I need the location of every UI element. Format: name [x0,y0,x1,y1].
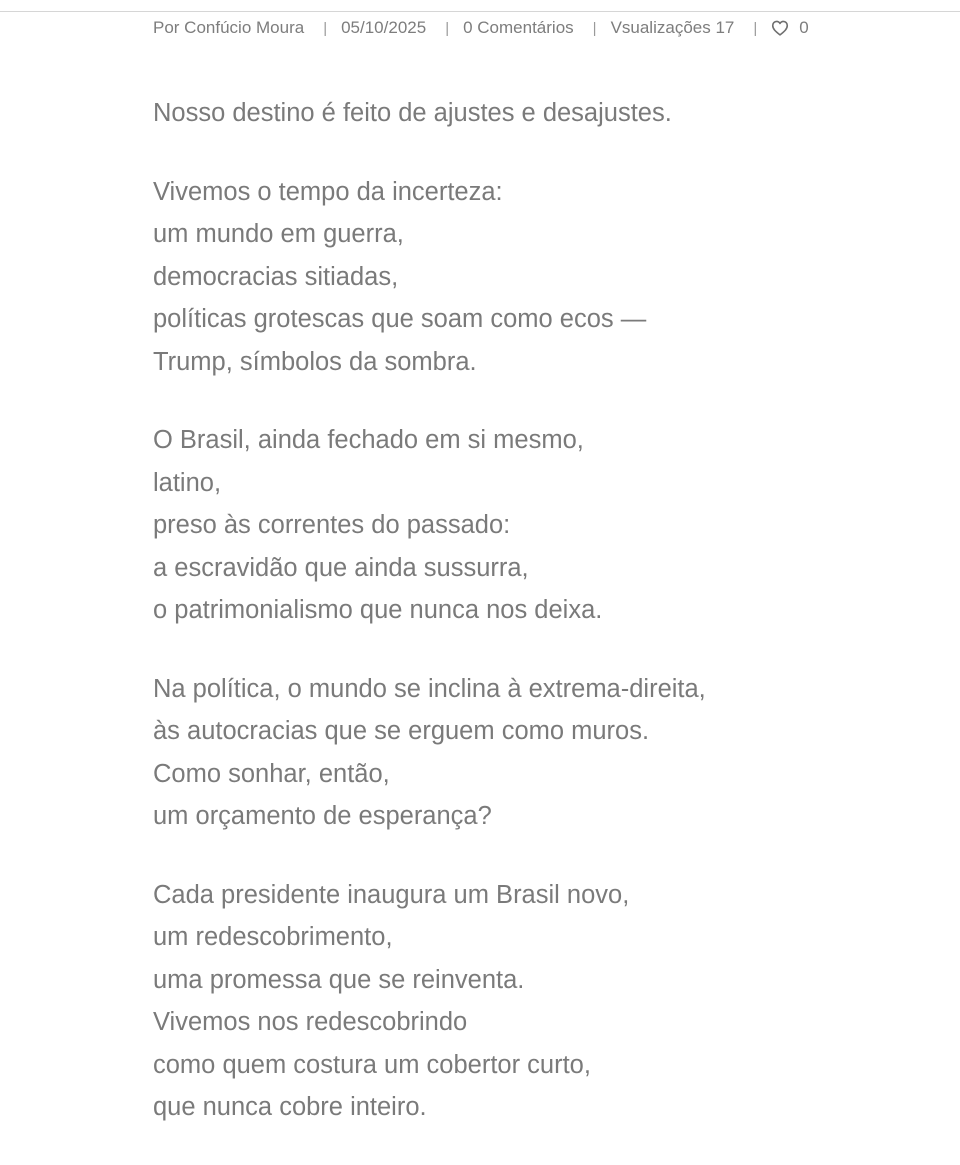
post-date-link[interactable]: 05/10/2025 [341,18,427,37]
poem-line: Vivemos o tempo da incerteza: [153,177,503,206]
poem-line: às autocracias que se erguem como muros. [153,717,650,745]
poem-line: políticas grotescas que soam como ecos — [153,305,647,333]
poem-line: Trump, símbolos da sombra. [153,347,477,376]
likes-count: 0 [799,18,809,37]
stanza-4 [153,668,913,838]
poem-line: como quem costura um cobertor curto, [153,1050,591,1079]
meta-separator: | [753,19,758,37]
poem-line: Cada presidente inaugura um Brasil novo, [153,880,630,909]
poem-line: o patrimonialismo que nunca nos deixa. [153,596,603,624]
poem-line: a escravidão que ainda sussurra, [153,553,529,582]
poem-line: uma promessa que se reinventa. [153,965,525,994]
post-meta-bar [153,17,809,39]
meta-separator: | [323,19,328,37]
poem-line: preso às correntes do passado: [153,511,511,539]
poem-line: O Brasil, ainda fechado em si mesmo, [153,426,584,454]
poem-line: Como sonhar, então, [153,759,390,788]
poem-line: Nosso destino é feito de ajustes e desajustes. [153,99,672,127]
meta-separator: | [445,19,450,37]
author-link[interactable]: Por Confúcio Moura [153,18,305,37]
poem-line: um redescobrimento, [153,923,393,951]
poem-line: um mundo em guerra, [153,220,404,248]
stanza-5 [153,874,913,1129]
poem-line: que nunca cobre inteiro. [153,1093,427,1121]
poem-line: latino, [153,468,222,497]
top-divider [0,11,960,12]
stanza-3 [153,419,913,632]
views-count: Vsualizações 17 [610,18,735,37]
heart-outline-icon [771,20,789,36]
comments-link[interactable]: 0 Comentários [463,18,574,37]
post-content [153,92,913,1165]
poem-line: democracias sitiadas, [153,262,399,291]
stanza-2 [153,171,913,384]
poem-line: Vivemos nos redescobrindo [153,1008,468,1036]
meta-separator: | [592,19,597,37]
poem-line: um orçamento de esperança? [153,802,492,830]
stanza-1 [153,92,913,135]
poem-line: Na política, o mundo se inclina à extrema-direita, [153,674,706,703]
like-button[interactable] [771,18,808,38]
